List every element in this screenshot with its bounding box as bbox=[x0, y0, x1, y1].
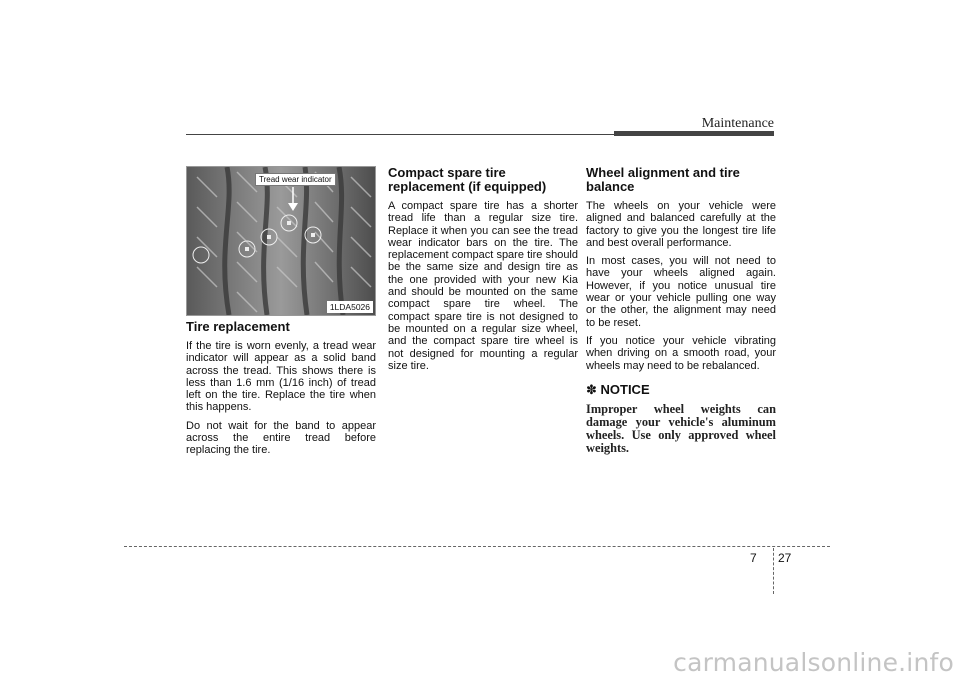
page-number-separator bbox=[773, 548, 774, 594]
notice-title: ✽ NOTICE bbox=[586, 381, 650, 397]
heading-tire-replacement: Tire replacement bbox=[186, 319, 290, 334]
column-tire-replacement bbox=[186, 166, 376, 463]
paragraph: If you notice your vehicle vibrating when driving on a smooth road, your wheels may need to be rebalanced. bbox=[586, 334, 776, 372]
paragraph: Do not wait for the band to appear across the entire tread before replacing the tire. bbox=[186, 419, 376, 457]
header-bar bbox=[614, 131, 774, 136]
figure-code: 1LDA5026 bbox=[327, 301, 373, 313]
heading-compact-spare: Compact spare tire replacement (if equipped) bbox=[388, 165, 547, 194]
paragraph: A compact spare tire has a shorter tread life than a regular size tire. Replace it when you can see the tread wear indicator bars on the tire. The replacement compact spare tire should be the same size and design tire as the one provided with your new Kia and should be mounted on the same compact spare tire wheel. The compact spare tire is not designed to be mounted on a regular size wheel, and the compact spare tire wheel is not designed for mounting a regular size tire. bbox=[388, 200, 578, 372]
notice-text: Improper wheel weights can damage your vehicle's aluminum wheels. Use only approved wheel weights. bbox=[586, 401, 776, 455]
watermark: carmanualsonline.info bbox=[673, 648, 954, 677]
paragraph: In most cases, you will not need to have your wheels aligned again. However, if you notice unusual tire wear or your vehicle pulling one way or the other, the alignment may need to be reset. bbox=[586, 255, 776, 329]
tire-tread-illustration bbox=[187, 167, 375, 315]
column-wheel-alignment bbox=[586, 166, 776, 455]
footer-dashed-rule bbox=[124, 546, 830, 547]
chapter-number: 7 bbox=[750, 551, 757, 565]
heading-wheel-alignment: Wheel alignment and tire balance bbox=[586, 165, 740, 194]
paragraph: If the tire is worn evenly, a tread wear indicator will appear as a solid band across the tread. This shows there is less than 1.6 mm (1/16 inch) of tread left on the tire. Replace the tire when this happens. bbox=[186, 340, 376, 414]
paragraph: The wheels on your vehicle were aligned and balanced carefully at the factory to give you the longest tire life and best overall performance. bbox=[586, 200, 776, 249]
tire-figure bbox=[186, 166, 376, 316]
column-compact-spare bbox=[388, 166, 578, 378]
figure-label: Tread wear indicator bbox=[255, 173, 336, 186]
section-title: Maintenance bbox=[701, 116, 774, 131]
page-number-value: 27 bbox=[778, 551, 792, 565]
